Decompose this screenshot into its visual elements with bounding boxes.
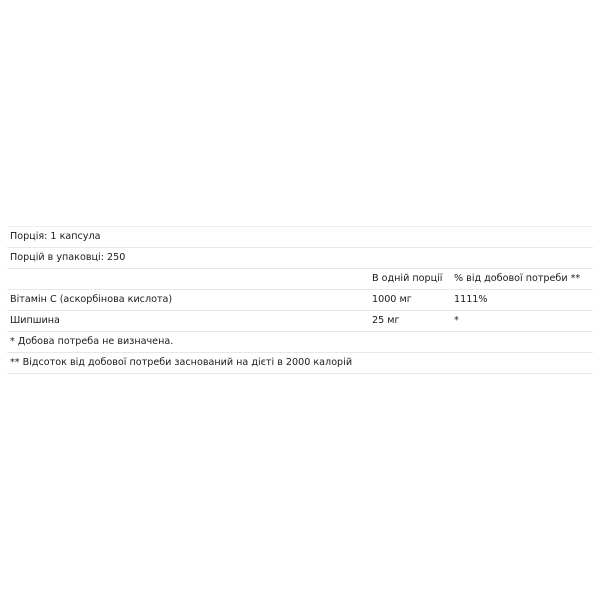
serving-size-row [7,227,593,248]
servings-per-container-row [7,248,593,269]
ingredient-daily-value: 1111% [451,290,593,311]
ingredient-row [7,290,593,311]
footnote-dv-not-established: * Добова потреба не визначена. [7,332,593,353]
column-header-row [7,269,593,290]
daily-value-column-header: % від добової потреби ** [451,269,593,290]
footnote-row [7,353,593,374]
ingredient-column-header [7,269,369,290]
ingredient-daily-value: * [451,311,593,332]
ingredient-amount: 25 мг [369,311,451,332]
serving-size: Порція: 1 капсула [7,227,593,248]
servings-per-container: Порцій в упаковці: 250 [7,248,593,269]
ingredient-amount: 1000 мг [369,290,451,311]
ingredient-row [7,311,593,332]
footnote-dv-basis: ** Відсоток від добової потреби заснований на дієті в 2000 калорій [7,353,593,374]
supplement-facts-table [7,226,593,374]
ingredient-name: Шипшина [7,311,369,332]
ingredient-name: Вітамін С (аскорбінова кислота) [7,290,369,311]
footnote-row [7,332,593,353]
amount-column-header: В одній порції [369,269,451,290]
